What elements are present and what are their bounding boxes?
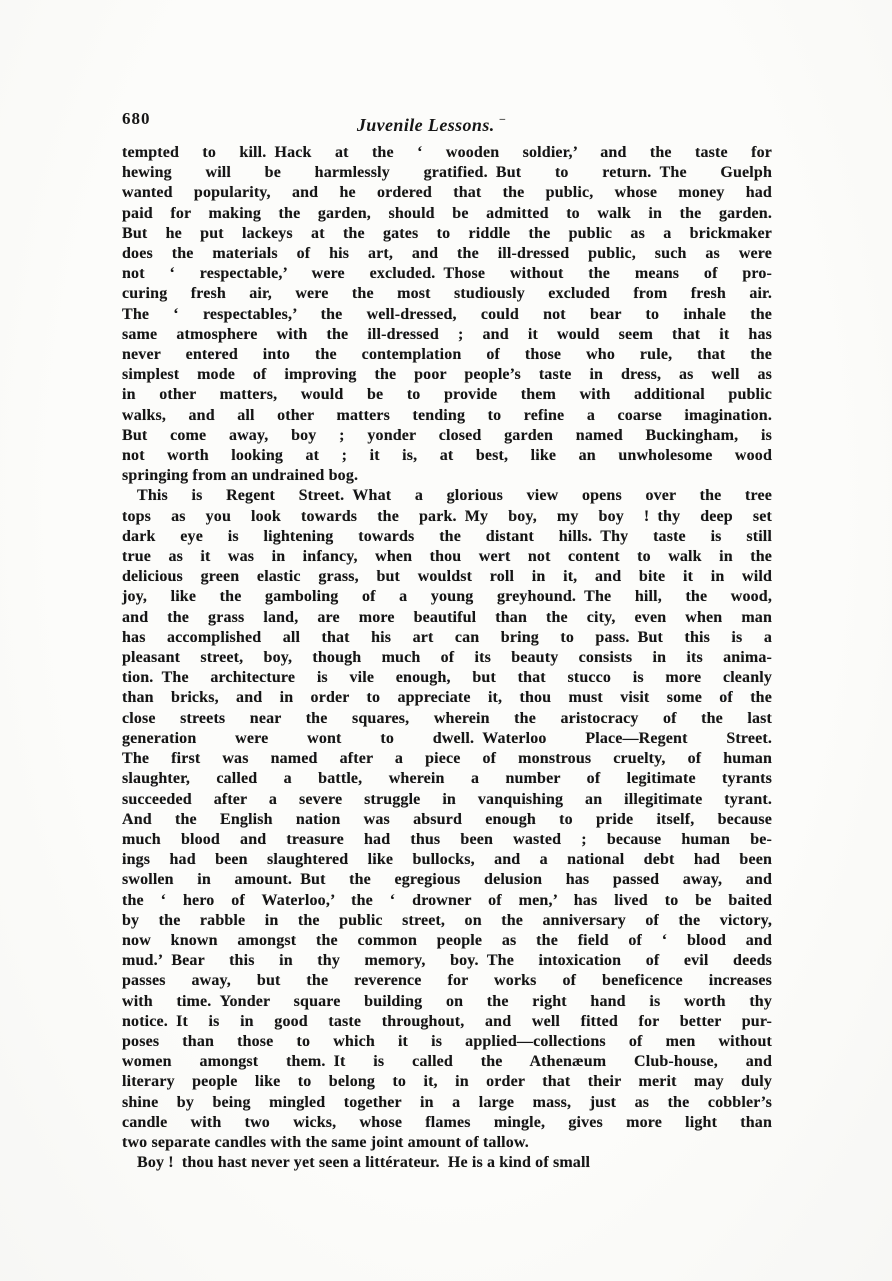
text-line: But he put lackeys at the gates to riddle the public as a brickmaker	[122, 224, 772, 242]
text-line: women amongst them. It is called the Athenæum Club-house, and	[122, 1053, 772, 1071]
text-line: close streets near the squares, wherein the aristocracy of the last	[122, 709, 772, 727]
text-line: never entered into the contemplation of those who rule, that the	[122, 346, 772, 364]
text-line: candle with two wicks, whose flames mingle, gives more light than	[122, 1113, 772, 1131]
paragraph	[122, 486, 772, 1153]
text-line: with time. Yonder square building on the right hand is worth thy	[122, 992, 772, 1010]
text-block	[122, 143, 772, 1173]
text-line: in other matters, would be to provide them with additional public	[122, 386, 772, 404]
text-line: passes away, but the reverence for works of beneficence increases	[122, 972, 772, 990]
running-title	[357, 108, 505, 136]
text-line: ings had been slaughtered like bullocks, and a national debt had been	[122, 851, 772, 869]
text-line: And the English nation was absurd enough to pride itself, because	[122, 810, 772, 828]
text-line: true as it was in infancy, when thou wert not content to walk in the	[122, 548, 772, 566]
text-line: by the rabble in the public street, on the anniversary of the victory,	[122, 911, 772, 929]
text-line: succeeded after a severe struggle in vanquishing an illegitimate tyrant.	[122, 790, 772, 808]
text-line: not worth looking at ; it is, at best, like an unwholesome wood	[122, 447, 772, 465]
paragraph	[122, 1153, 772, 1173]
text-line: the ‘ hero of Waterloo,’ the ‘ drowner of men,’ has lived to be baited	[122, 891, 772, 909]
text-line: paid for making the garden, should be admitted to walk in the garden.	[122, 204, 772, 222]
text-line: does the materials of his art, and the ill-dressed public, such as were	[122, 245, 772, 263]
ink-speck-mark: –	[499, 113, 506, 125]
text-line: Boy ! thou hast never yet seen a littérateur. He is a kind of small	[137, 1154, 591, 1172]
text-line: shine by being mingled together in a large mass, just as the cobbler’s	[122, 1093, 772, 1111]
text-line: dark eye is lightening towards the distant hills. Thy taste is still	[122, 527, 772, 545]
text-line: springing from an undrained bog.	[122, 467, 359, 485]
text-line: generation were wont to dwell. Waterloo Place—Regent Street.	[122, 729, 772, 747]
text-line: walks, and all other matters tending to refine a coarse imagination.	[122, 406, 772, 424]
text-line: joy, like the gamboling of a young greyhound. The hill, the wood,	[122, 588, 772, 606]
text-line: tempted to kill. Hack at the ‘ wooden soldier,’ and the taste for	[122, 144, 772, 161]
text-line: same atmosphere with the ill-dressed ; and it would seem that it has	[122, 325, 772, 343]
text-line: and the grass land, are more beautiful than the city, even when man	[122, 608, 772, 626]
text-line: now known amongst the common people as the field of ‘ blood and	[122, 931, 772, 949]
text-line: not ‘ respectable,’ were excluded. Those without the means of pro-	[122, 265, 772, 283]
text-line: than bricks, and in order to appreciate it, thou must visit some of the	[122, 689, 772, 707]
text-line: delicious green elastic grass, but wouldst roll in it, and bite it in wild	[122, 568, 772, 586]
text-line: notice. It is in good taste throughout, and well fitted for better pur-	[122, 1012, 772, 1030]
text-line: slaughter, called a battle, wherein a number of legitimate tyrants	[122, 770, 772, 788]
text-line: mud.’ Bear this in thy memory, boy. The intoxication of evil deeds	[122, 952, 772, 970]
paragraph	[122, 143, 772, 486]
text-line: The first was named after a piece of monstrous cruelty, of human	[122, 750, 772, 768]
text-line: tops as you look towards the park. My boy, my boy ! thy deep set	[122, 507, 772, 525]
text-line: simplest mode of improving the poor people’s taste in dress, as well as	[122, 366, 772, 384]
text-line: two separate candles with the same joint amount of tallow.	[122, 1133, 529, 1151]
text-line: wanted popularity, and he ordered that the public, whose money had	[122, 184, 772, 202]
text-line: pleasant street, boy, though much of its beauty consists in its anima-	[122, 649, 772, 667]
text-line: has accomplished all that his art can bring to pass. But this is a	[122, 628, 772, 646]
text-line: This is Regent Street. What a glorious view opens over the tree	[137, 487, 772, 505]
text-line: tion. The architecture is vile enough, but that stucco is more cleanly	[122, 669, 772, 687]
text-line: But come away, boy ; yonder closed garden named Buckingham, is	[122, 426, 772, 444]
page-number: 680	[122, 109, 151, 128]
text-line: The ‘ respectables,’ the well-dressed, could not bear to inhale the	[122, 305, 772, 323]
text-line: curing fresh air, were the most studiously excluded from fresh air.	[122, 285, 772, 303]
page-header	[122, 108, 772, 135]
text-line: swollen in amount. But the egregious delusion has passed away, and	[122, 871, 772, 889]
text-line: poses than those to which it is applied—collections of men without	[122, 1032, 772, 1050]
text-line: hewing will be harmlessly gratified. But to return. The Guelph	[122, 164, 772, 182]
text-line: literary people like to belong to it, in order that their merit may duly	[122, 1073, 772, 1091]
running-title-text: Juvenile Lessons.	[356, 115, 495, 135]
text-line: much blood and treasure had thus been wasted ; because human be-	[122, 830, 772, 848]
